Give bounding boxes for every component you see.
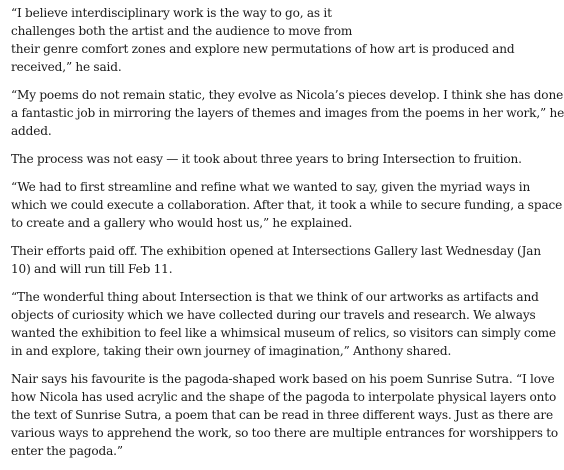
text-line: various ways to apprehend the work, so too there are multiple entrances for worshippers to [11,426,559,440]
text-line: Nair says his favourite is the pagoda-shaped work based on his poem Sunrise Sutra. “I love [11,372,555,386]
text-line: enter the pagoda.” [11,444,123,458]
text-line: Their efforts paid off. The exhibition opened at Intersections Gallery last Wednesday (Jan [11,244,542,258]
text-line: their genre comfort zones and explore new permutations of how art is produced and [11,42,515,56]
text-line: “The wonderful thing about Intersection is that we think of our artworks as artifacts and [11,290,539,304]
text-line: challenges both the artist and the audience to move from [11,24,353,38]
paragraph-2 [11,86,564,140]
paragraph-1 [11,4,515,76]
text-line: a fantastic job in mirroring the layers of themes and images from the poems in her work,” he [11,106,564,120]
text-line: wanted the exhibition to feel like a whimsical museum of relics, so visitors can simply come [11,326,556,340]
text-line: 10) and will run till Feb 11. [11,262,173,276]
text-line: received,” he said. [11,60,122,74]
text-line: how Nicola has used acrylic and the shape of the pagoda to interpolate physical layers onto [11,390,557,404]
text-line: the text of Sunrise Sutra, a poem that can be read in three different ways. Just as there are [11,408,554,422]
text-line: added. [11,124,52,138]
text-line: objects of curiosity which we have collected during our travels and research. We always [11,308,536,322]
text-line: to create and a gallery who would host us,” he explained. [11,216,353,230]
text-line: “I believe interdisciplinary work is the way to go, as it [11,6,332,20]
text-line: in and explore, taking their own journey of imagination,” Anthony shared. [11,344,452,358]
paragraph-3 [11,150,522,168]
paragraph-6 [11,288,556,360]
paragraph-5 [11,242,542,278]
text-line: The process was not easy — it took about three years to bring Intersection to fruition. [11,152,522,166]
article-body [11,4,564,470]
paragraph-7 [11,370,559,460]
paragraph-4 [11,178,563,232]
text-line: “My poems do not remain static, they evolve as Nicola’s pieces develop. I think she has done [11,88,564,102]
text-line: “We had to first streamline and refine what we wanted to say, given the myriad ways in [11,180,531,194]
text-line: which we could execute a collaboration. After that, it took a while to secure funding, a space [11,198,563,212]
